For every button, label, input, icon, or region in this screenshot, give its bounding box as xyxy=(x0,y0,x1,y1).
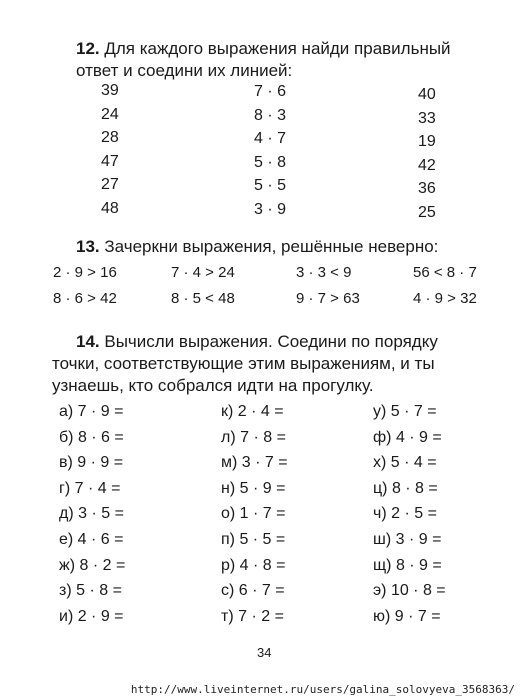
task-12-left-number: 39 xyxy=(101,82,119,99)
task-13-text: Зачеркни выражения, решённые неверно: xyxy=(104,237,439,256)
task-13-inequality: 8 · 5 < 48 xyxy=(171,290,235,307)
task-12-right-number: 19 xyxy=(418,133,436,150)
task-14-expression: к) 2 · 4 = xyxy=(221,403,284,420)
task-14-expression: р) 4 · 8 = xyxy=(221,556,286,574)
task-12-expression: 5 · 8 xyxy=(254,153,287,171)
task-14-expression: е) 4 · 6 = xyxy=(59,531,124,548)
task-12-expression: 5 · 5 xyxy=(254,177,287,194)
footer-url[interactable]: http://www.liveinternet.ru/users/galina_solovyeva_3568363/ xyxy=(130,683,515,696)
task-12-left-number: 27 xyxy=(101,176,119,193)
task-14-expression: н) 5 · 9 = xyxy=(221,479,286,497)
task-13-inequality: 2 · 9 > 16 xyxy=(53,264,117,281)
task-13-inequality: 8 · 6 > 42 xyxy=(53,290,117,307)
task-14-expression: в) 9 · 9 = xyxy=(59,454,124,472)
task-14-expression: т) 7 · 2 = xyxy=(221,607,284,625)
task-14-number: 14. xyxy=(76,332,100,351)
task-14-expression: у) 5 · 7 = xyxy=(373,403,437,420)
task-14-expression: э) 10 · 8 = xyxy=(373,582,446,600)
task-14-expression: м) 3 · 7 = xyxy=(221,454,288,472)
task-13-inequality: 4 · 9 > 32 xyxy=(413,290,477,307)
task-14-expression: п) 5 · 5 = xyxy=(221,531,286,548)
task-14-text-line1: Вычисли выражения. Соедини по порядку xyxy=(104,332,438,351)
task-12-expression: 4 · 7 xyxy=(254,130,287,147)
task-13-number: 13. xyxy=(76,237,100,256)
task-12-expression: 8 · 3 xyxy=(254,106,287,124)
task-14-expression: о) 1 · 7 = xyxy=(221,505,286,523)
task-14-expression: щ) 8 · 9 = xyxy=(373,556,442,574)
task-14-expression: д) 3 · 5 = xyxy=(59,505,124,523)
page-number: 34 xyxy=(257,645,272,660)
task-12-text-line2: ответ и соедини их линией: xyxy=(76,61,293,80)
task-14-expression: с) 6 · 7 = xyxy=(221,582,285,600)
task-14-text-line3: узнаешь, кто собрался идти на прогулку. xyxy=(52,376,374,395)
task-14-expression: л) 7 · 8 = xyxy=(221,428,286,446)
task-12-expression: 3 · 9 xyxy=(254,200,287,218)
task-13-inequality: 56 < 8 · 7 xyxy=(413,264,477,281)
task-13-inequality: 9 · 7 > 63 xyxy=(296,290,360,307)
task-12-text-line1: Для каждого выражения найди правильный xyxy=(104,39,451,58)
task-12-expression: 7 · 6 xyxy=(254,83,287,100)
task-14-heading xyxy=(76,331,438,353)
task-14-expression: ч) 2 · 5 = xyxy=(373,505,437,523)
task-12-heading xyxy=(76,38,451,60)
task-13-inequality: 3 · 3 < 9 xyxy=(296,264,352,281)
task-12-right-number: 42 xyxy=(418,156,436,174)
task-12-left-number: 47 xyxy=(101,152,119,170)
task-14-expression: ш) 3 · 9 = xyxy=(373,531,442,548)
task-12-number: 12. xyxy=(76,39,100,58)
task-12-left-number: 24 xyxy=(101,105,119,123)
task-14-expression: а) 7 · 9 = xyxy=(59,403,124,420)
task-13-inequality: 7 · 4 > 24 xyxy=(171,264,235,281)
task-14-expression: и) 2 · 9 = xyxy=(59,607,124,625)
task-14-expression: ж) 8 · 2 = xyxy=(59,556,126,574)
task-14-text-line2: точки, соответствующие этим выражениям, и ты xyxy=(52,354,435,373)
task-14-expression: ю) 9 · 7 = xyxy=(373,607,441,625)
task-12-right-number: 33 xyxy=(418,109,436,127)
task-12-right-number: 25 xyxy=(418,203,436,221)
task-13-heading xyxy=(76,236,438,258)
task-12-left-number: 28 xyxy=(101,129,119,146)
task-14-expression: з) 5 · 8 = xyxy=(59,582,122,600)
task-12-right-number: 36 xyxy=(418,180,436,197)
task-14-expression: ц) 8 · 8 = xyxy=(373,479,438,497)
task-14-expression: б) 8 · 6 = xyxy=(59,428,124,446)
task-14-expression: г) 7 · 4 = xyxy=(59,479,121,497)
task-12-right-number: 40 xyxy=(418,86,436,103)
task-14-expression: ф) 4 · 9 = xyxy=(373,428,442,446)
task-12-left-number: 48 xyxy=(101,199,119,217)
task-14-expression: х) 5 · 4 = xyxy=(373,454,437,472)
